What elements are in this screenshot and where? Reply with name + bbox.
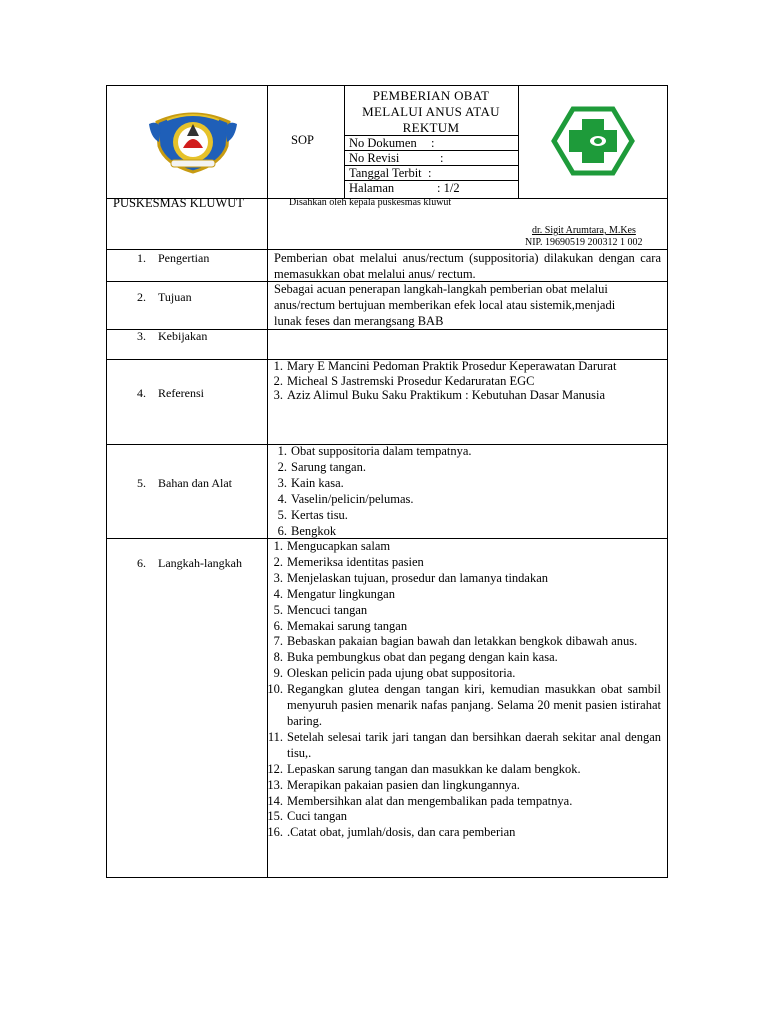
list-item: 9. Oleskan pelicin pada ujung obat suppositoria.	[273, 666, 516, 681]
meta-value-tanggal-terbit: :	[428, 166, 432, 180]
bahan-label: 5. Bahan dan Alat	[137, 476, 232, 490]
list-item: 3. Kain kasa.	[277, 475, 344, 490]
list-item: 2. Sarung tangan.	[277, 459, 366, 474]
list-item: 6. Memakai sarung tangan	[273, 618, 408, 633]
list-item: 12. Lepaskan sarung tangan dan masukkan ke dalam bengkok.	[267, 761, 581, 776]
title-line-2: MELALUI ANUS ATAU	[362, 104, 500, 119]
puskesmas-cross-logo-icon	[551, 106, 635, 176]
list-item: 3. Aziz Alimul Buku Saku Praktikum : Kebutuhan Dasar Manusia	[273, 388, 606, 402]
tujuan-text: Sebagai acuan penerapan langkah-langkah pemberian obat melalui anus/rectum bertujuan memberikan efek local atau sistemik,menjadi lunak feses dan merangsang BAB	[274, 282, 616, 328]
list-item: 5. Mencuci tangan	[273, 602, 368, 617]
meta-value-no-dokumen: :	[431, 136, 435, 150]
sop-document	[106, 85, 668, 878]
list-item: 7. Bebaskan pakaian bagian bawah dan letakkan bengkok dibawah anus.	[273, 634, 638, 649]
list-item: 8. Buka pembungkus obat dan pegang dengan kain kasa.	[273, 650, 558, 665]
regional-emblem-icon	[147, 108, 239, 174]
approval-text: Disahkan oleh kepala puskesmas kluwut	[289, 197, 452, 208]
list-item: 14. Membersihkan alat dan mengembalikan pada tempatnya.	[267, 793, 573, 808]
sop-label: SOP	[291, 133, 314, 147]
meta-label-tanggal-terbit: Tanggal Terbit	[349, 166, 422, 180]
meta-value-no-revisi: :	[440, 151, 444, 165]
kebijakan-label: 3. Kebijakan	[137, 329, 208, 343]
bahan-list	[269, 444, 649, 539]
list-item: 2. Memeriksa identitas pasien	[273, 554, 424, 569]
title-line-1: PEMBERIAN OBAT	[372, 88, 490, 103]
pengertian-label: 1. Pengertian	[137, 251, 210, 265]
list-item: 13. Merapikan pakaian pasien dan lingkungannya.	[267, 777, 520, 792]
institution-name: PUSKESMAS KLUWUT	[113, 196, 244, 210]
tujuan-label: 2. Tujuan	[137, 290, 192, 304]
document-title	[344, 86, 518, 136]
langkah-list	[265, 539, 661, 841]
list-item: 16. .Catat obat, jumlah/dosis, dan cara pemberian	[267, 825, 516, 840]
referensi-list	[265, 359, 645, 403]
title-right-divider	[518, 86, 519, 198]
meta-label-no-revisi: No Revisi	[349, 151, 400, 165]
list-item: 4. Vaselin/pelicin/pelumas.	[277, 491, 414, 506]
list-item: 1. Mary E Mancini Pedoman Praktik Prosedur Keperawatan Darurat	[273, 359, 617, 373]
list-item: 2. Micheal S Jastremski Prosedur Kedaruratan EGC	[273, 373, 535, 388]
list-item: 3. Menjelaskan tujuan, prosedur dan lamanya tindakan	[273, 570, 549, 585]
list-item: 11. Setelah selesai tarik jari tangan dan bersihkan daerah sekitar anal dengan tisu,.	[267, 729, 661, 760]
list-item: 4. Mengatur lingkungan	[273, 586, 395, 601]
pengertian-text: Pemberian obat melalui anus/rectum (suppositoria) dilakukan dengan cara memasukkan obat melalui anus/ rectum.	[274, 251, 661, 281]
list-item: 5. Kertas tisu.	[277, 507, 348, 522]
meta-label-no-dokumen: No Dokumen	[349, 136, 417, 150]
signatory-name: dr. Sigit Arumtara, M.Kes	[532, 225, 636, 236]
list-item: 1. Mengucapkan salam	[273, 539, 391, 553]
list-item: 6. Bengkok	[277, 523, 337, 538]
list-item: 15. Cuci tangan	[267, 809, 348, 824]
meta-value-halaman: : 1/2	[437, 181, 460, 195]
list-item: 10. Regangkan glutea dengan tangan kiri, kemudian masukkan obat sambil menyuruh pasien menarik nafas panjang. Selama 20 menit pasien istirahat baring.	[267, 682, 661, 728]
meta-label-halaman: Halaman	[349, 181, 395, 195]
langkah-label: 6. Langkah-langkah	[137, 556, 242, 570]
list-item: 1. Obat suppositoria dalam tempatnya.	[277, 444, 472, 458]
title-line-3: REKTUM	[402, 120, 460, 135]
referensi-label: 4. Referensi	[137, 386, 204, 400]
signatory-nip: NIP. 19690519 200312 1 002	[525, 237, 643, 248]
